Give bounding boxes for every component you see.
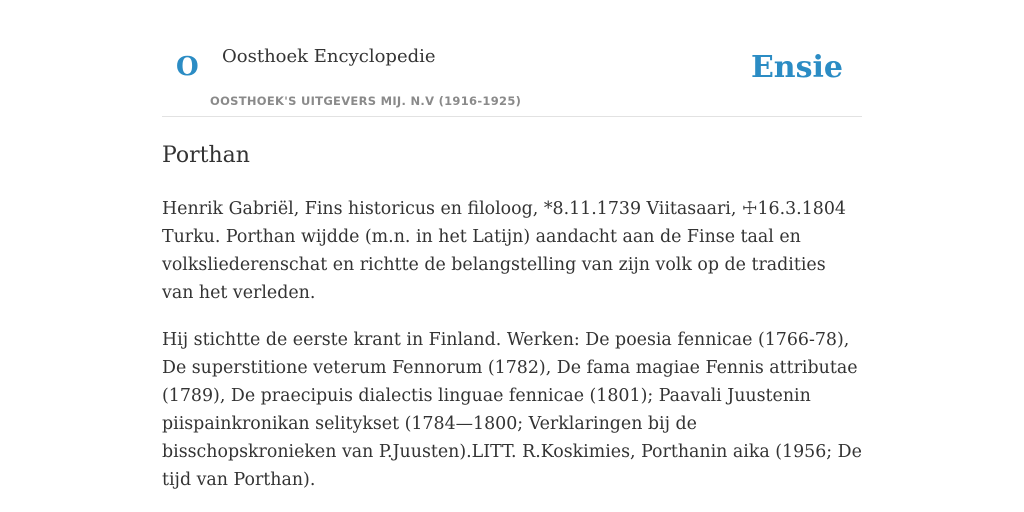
site-title-link[interactable]: Oosthoek Encyclopedie bbox=[222, 46, 436, 67]
article-paragraph: Hij stichtte de eerste krant in Finland. Werken: De poesia fennicae (1766-78), De superstitione veterum Fennorum (1782), De fama magiae Fennis attributae (1789), De praecipuis dialectis linguae fennicae (1801); Paavali Juustenin piispainkronikan selitykset (1784—1800; Verklaringen bij de bisschopskronieken van P.Juusten).LITT. R.Koskimies, Porthanin aika (1956; De tijd van Porthan). bbox=[162, 330, 862, 490]
page bbox=[162, 0, 862, 494]
logo-letter-link[interactable]: O bbox=[176, 52, 199, 82]
article-title: Porthan bbox=[162, 143, 250, 168]
site-header bbox=[162, 0, 862, 117]
publisher-subtitle: OOSTHOEK'S UITGEVERS MIJ. N.V (1916-1925) bbox=[210, 94, 522, 108]
ensie-brand-link[interactable]: Ensie bbox=[750, 50, 843, 85]
article-paragraph: Henrik Gabriël, Fins historicus en filoloog, *8.11.1739 Viitasaari, ☩16.3.1804 Turku. Porthan wijdde (m.n. in het Latijn) aandacht aan de Finse taal en volksliederenschat en richtte de belangstelling van zijn volk op de tradities van het verleden. bbox=[162, 199, 846, 303]
